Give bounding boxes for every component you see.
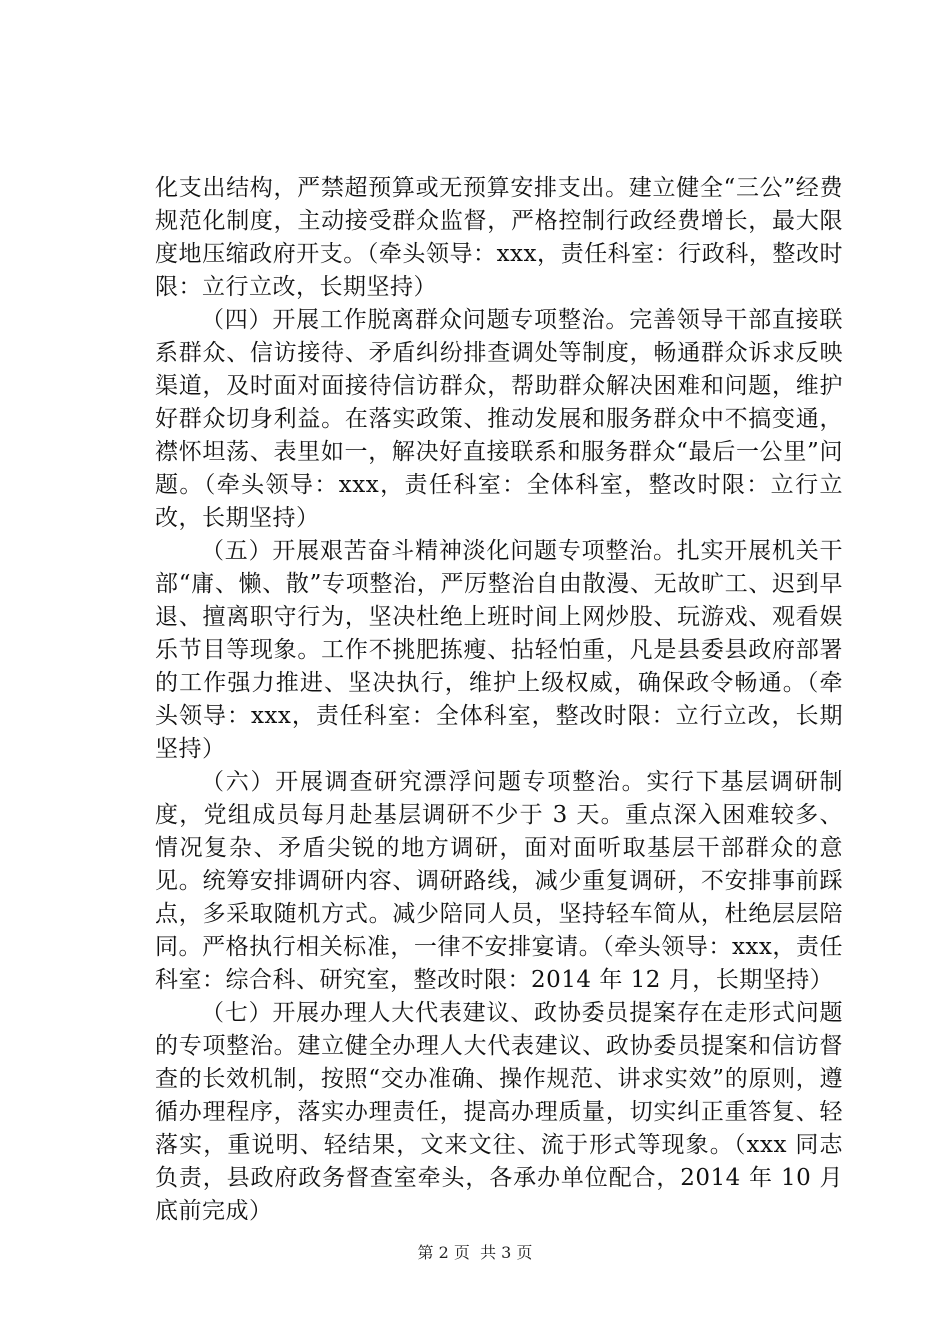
paragraph-section-seven: （七）开展办理人大代表建议、政协委员提案存在走形式问题的专项整治。建立健全办理人大代表建议、政协委员提案和信访督查的长效机制，按照“交办准确、操作规范、讲求实效”的原则，遵循办理程序，落实办理责任，提高办理质量，切实纠正重答复、轻落实，重说明、轻结果，文来文往、流于形式等现象。（xxx 同志负责，县政府政务督查室牵头，各承办单位配合，2014 年 10 月底前完成） <box>155 1000 843 1224</box>
page-number: 第 2 页 <box>417 1243 470 1262</box>
paragraph-continuation: 化支出结构，严禁超预算或无预算安排支出。建立健全“三公”经费规范化制度，主动接受群众监督，严格控制行政经费增长，最大限度地压缩政府开支。（牵头领导：xxx，责任科室：行政科，整改时限：立行立改，长期坚持） <box>155 175 843 300</box>
page-footer <box>0 1243 950 1263</box>
page-total: 共 3 页 <box>480 1243 533 1262</box>
document-body <box>155 172 843 1228</box>
paragraph-section-five: （五）开展艰苦奋斗精神淡化问题专项整治。扎实开展机关干部“庸、懒、散”专项整治，严厉整治自由散漫、无故旷工、迟到早退、擅离职守行为，坚决杜绝上班时间上网炒股、玩游戏、观看娱乐节目等现象。工作不挑肥拣瘦、拈轻怕重，凡是县委县政府部署的工作强力推进、坚决执行，维护上级权威，确保政令畅通。（牵头领导：xxx，责任科室：全体科室，整改时限：立行立改，长期坚持） <box>155 538 843 762</box>
paragraph-section-four: （四）开展工作脱离群众问题专项整治。完善领导干部直接联系群众、信访接待、矛盾纠纷排查调处等制度，畅通群众诉求反映渠道，及时面对面接待信访群众，帮助群众解决困难和问题，维护好群众切身利益。在落实政策、推动发展和服务群众中不搞变通，襟怀坦荡、表里如一，解决好直接联系和服务群众“最后一公里”问题。（牵头领导：xxx，责任科室：全体科室，整改时限：立行立改，长期坚持） <box>155 307 843 531</box>
paragraph-section-six: （六）开展调查研究漂浮问题专项整治。实行下基层调研制度，党组成员每月赴基层调研不少于 3 天。重点深入困难较多、情况复杂、矛盾尖锐的地方调研，面对面听取基层干部群众的意见。统筹安排调研内容、调研路线，减少重复调研，不安排事前踩点，多采取随机方式。减少陪同人员，坚持轻车简从，杜绝层层陪同。严格执行相关标准，一律不安排宴请。（牵头领导：xxx，责任科室：综合科、研究室，整改时限：2014 年 12 月，长期坚持） <box>155 769 843 993</box>
